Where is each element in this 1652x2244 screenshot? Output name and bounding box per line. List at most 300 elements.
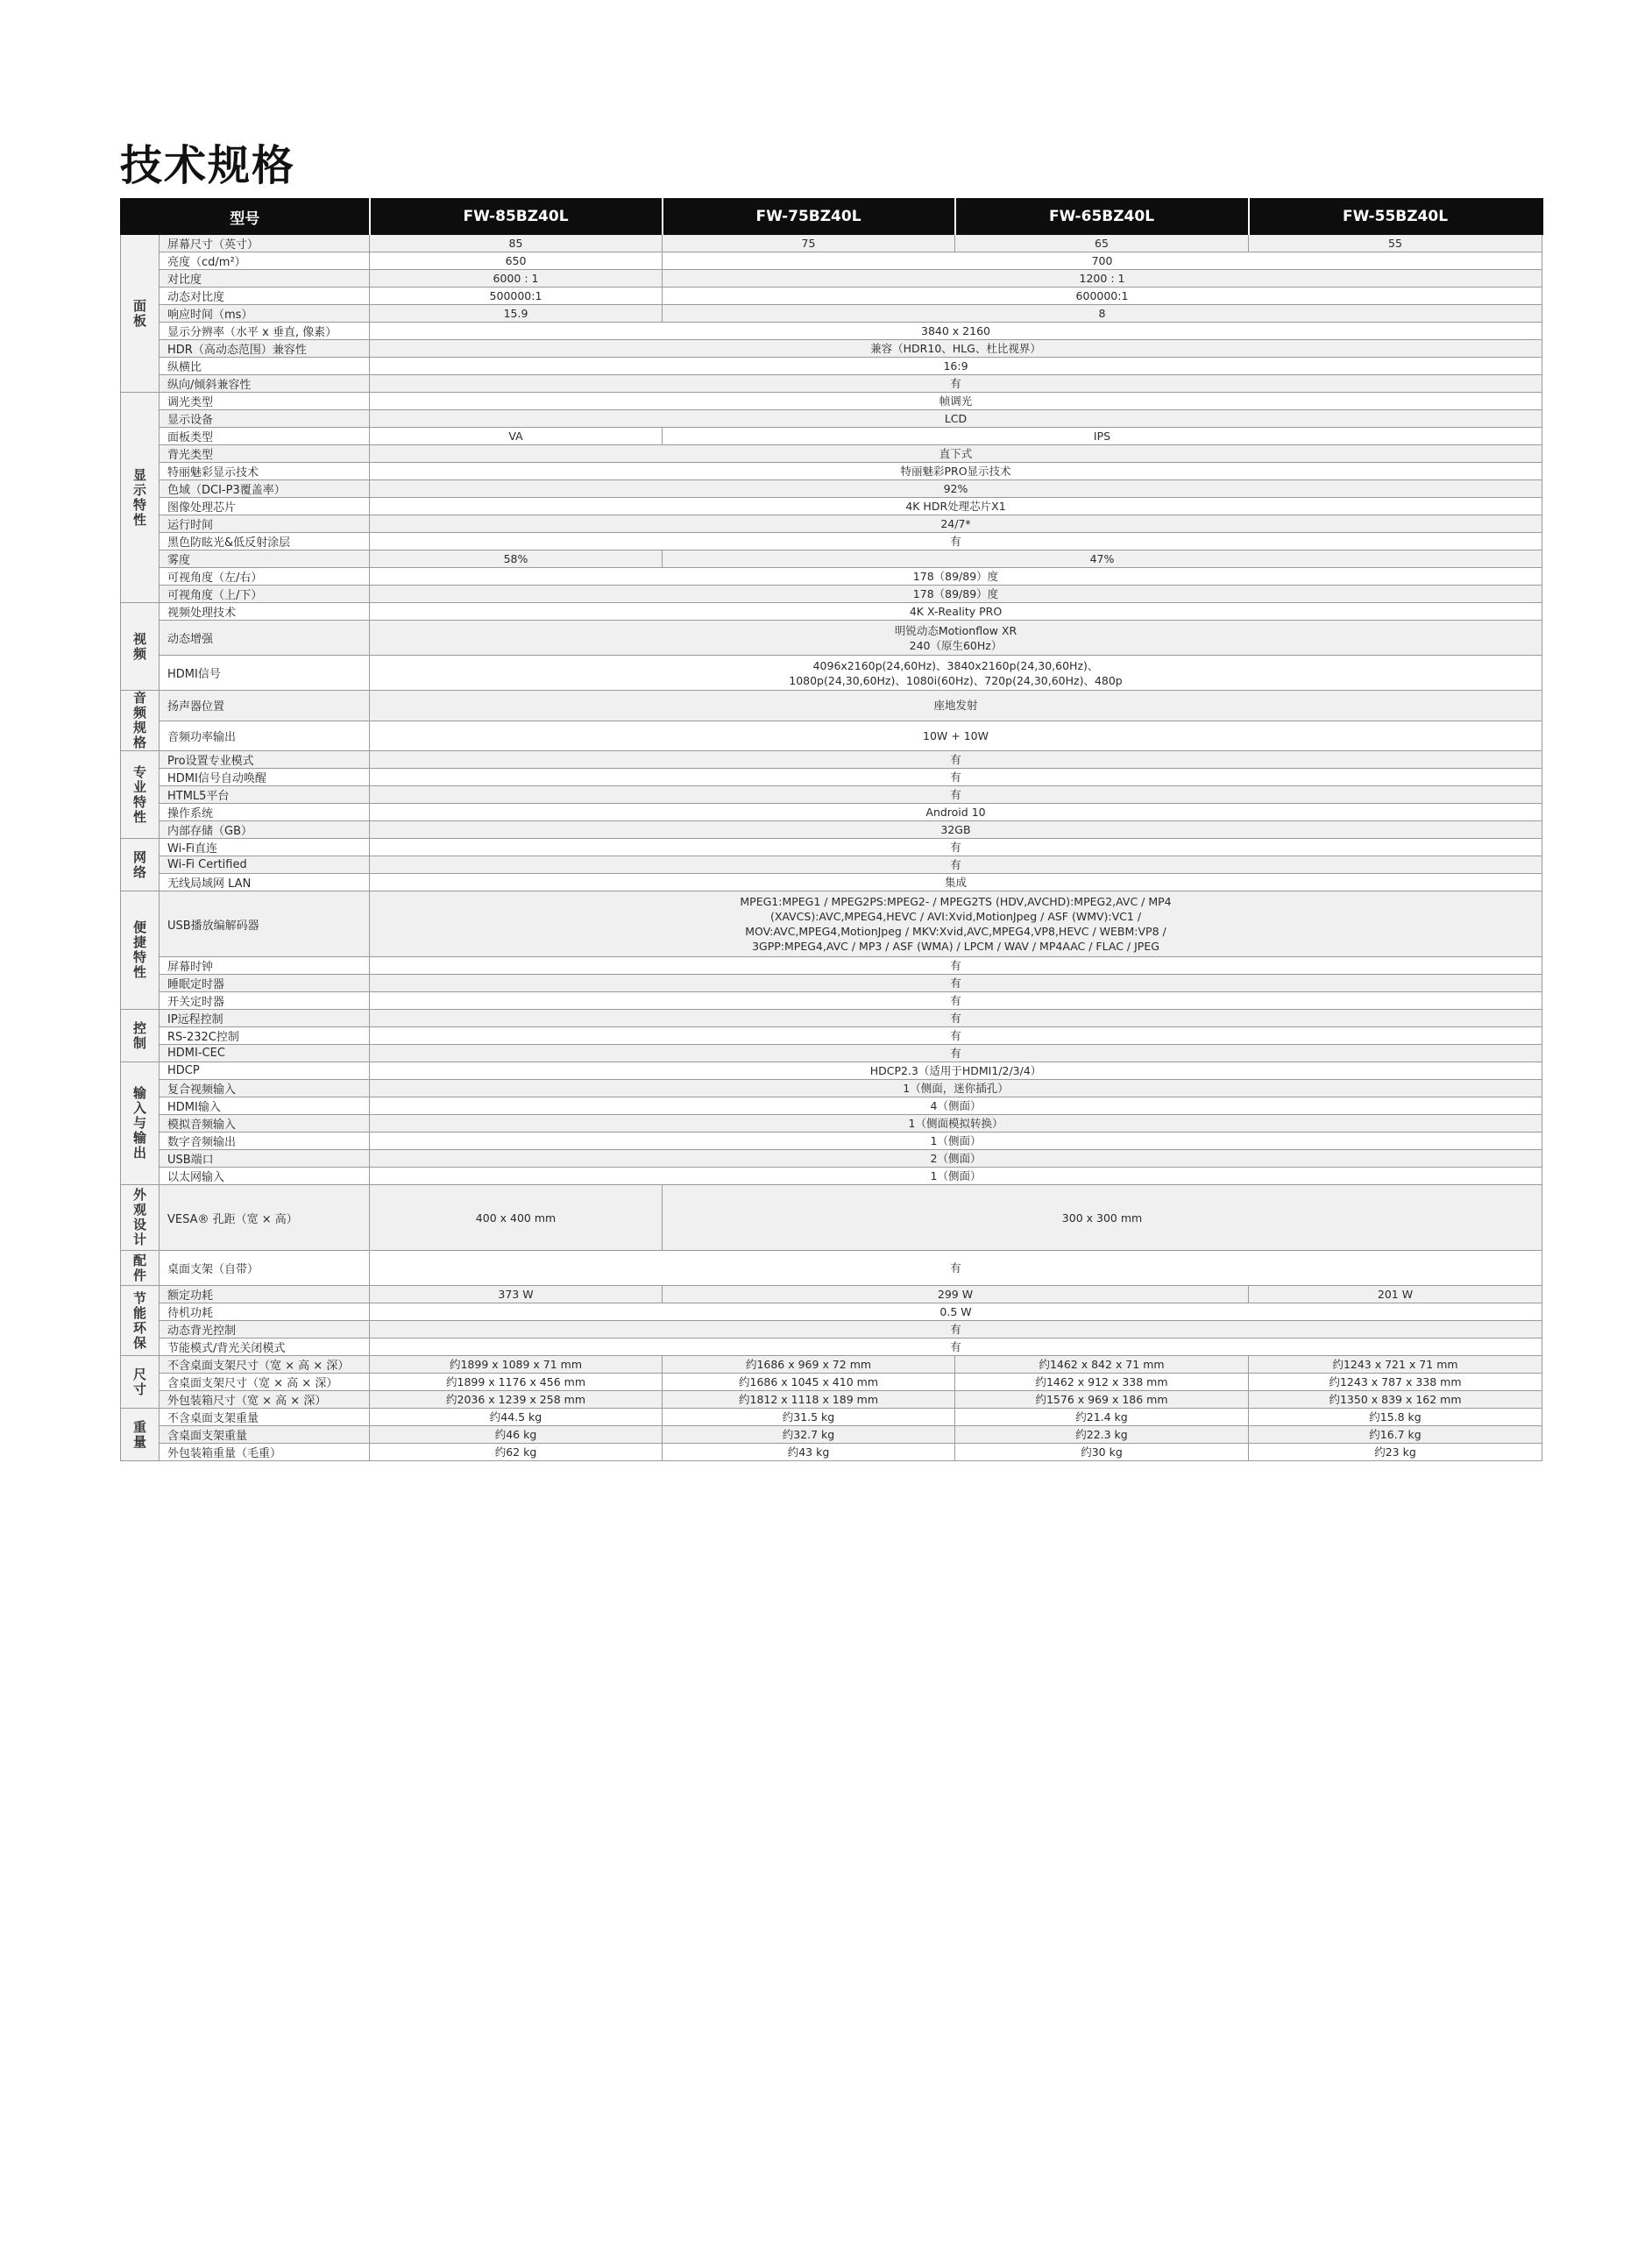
spec-label: 运行时间 (160, 515, 370, 533)
spec-value-text: 约1899 x 1176 x 456 mm (446, 1375, 585, 1388)
section-label-text: 输入与输出 (132, 1085, 146, 1161)
spec-value (370, 428, 663, 445)
section-label (121, 691, 160, 751)
spec-value (370, 375, 1542, 393)
spec-value-text: 3840 x 2160 (921, 324, 990, 337)
spec-value-text: 约62 kg (494, 1445, 537, 1459)
section-label-text: 音频规格 (132, 690, 146, 750)
spec-value-text: 58% (503, 552, 528, 565)
spec-value-text: 650 (505, 254, 527, 267)
spec-value (370, 1185, 663, 1251)
spec-value-text: 178（89/89）度 (912, 570, 999, 583)
spec-value (370, 1010, 1542, 1027)
spec-value (955, 1391, 1249, 1409)
spec-value-text: 特丽魅彩PRO显示技术 (900, 465, 1011, 478)
table-row (121, 1133, 1542, 1150)
spec-value (370, 1097, 1542, 1115)
spec-value-text: 92% (943, 482, 968, 495)
spec-label: Wi-Fi Certified (160, 856, 370, 874)
spec-label: 睡眠定时器 (160, 975, 370, 992)
spec-value (370, 288, 663, 305)
spec-value (1249, 1426, 1542, 1444)
table-row (121, 691, 1542, 721)
spec-value-text: 直下式 (939, 447, 973, 460)
spec-value-text: HDCP2.3（适用于HDMI1/2/3/4） (869, 1064, 1042, 1077)
spec-label: 屏幕时钟 (160, 957, 370, 975)
table-row (121, 375, 1542, 393)
spec-label: 内部存储（GB） (160, 821, 370, 839)
spec-value-text: 约1462 x 842 x 71 mm (1039, 1358, 1165, 1371)
table-row (121, 874, 1542, 891)
table-row (121, 586, 1542, 603)
table-row (121, 428, 1542, 445)
spec-value-text: 6000 : 1 (493, 272, 539, 285)
spec-label: HDMI-CEC (160, 1045, 370, 1062)
spec-value-text: 4（侧面） (930, 1099, 982, 1112)
spec-value (370, 393, 1542, 410)
section-label-text: 外观设计 (132, 1187, 146, 1247)
spec-value-text: 约15.8 kg (1369, 1410, 1422, 1424)
spec-value-text: 有 (950, 858, 961, 871)
spec-value (370, 1303, 1542, 1321)
spec-value-text: 约16.7 kg (1369, 1428, 1422, 1441)
spec-label: 不含桌面支架重量 (160, 1409, 370, 1426)
table-row (121, 1339, 1542, 1356)
spec-value-text: 有 (950, 770, 961, 784)
spec-value (663, 305, 1542, 323)
section-label-text: 专业特性 (132, 763, 146, 825)
spec-value (1249, 1286, 1542, 1303)
table-row (121, 721, 1542, 751)
section-label (121, 1185, 160, 1251)
table-row (121, 975, 1542, 992)
table-row (121, 568, 1542, 586)
spec-value-text: 1（侧面） (930, 1134, 982, 1147)
spec-value-text: 有 (950, 535, 961, 548)
table-row (121, 1303, 1542, 1321)
spec-value-text: 16:9 (943, 359, 968, 373)
spec-label: 不含桌面支架尺寸（宽 × 高 × 深） (160, 1356, 370, 1374)
table-row (121, 1150, 1542, 1168)
spec-value-text: 1（侧面模拟转换） (908, 1117, 1003, 1130)
spec-value-text: 15.9 (503, 307, 528, 320)
spec-value-text: 约44.5 kg (489, 1410, 542, 1424)
spec-value (370, 235, 663, 252)
spec-value (370, 1409, 663, 1426)
spec-value (1249, 1444, 1542, 1461)
spec-value (370, 891, 1542, 957)
spec-value (955, 1409, 1249, 1426)
spec-value (1249, 1391, 1542, 1409)
spec-value-text: 有 (950, 753, 961, 766)
spec-value (370, 252, 663, 270)
section-label-text: 便捷特性 (132, 920, 146, 980)
spec-label: 显示设备 (160, 410, 370, 428)
spec-value (370, 1150, 1542, 1168)
section-label-text: 控制 (132, 1019, 146, 1051)
spec-value (663, 1286, 1249, 1303)
table-row (121, 1185, 1542, 1251)
spec-label: 节能模式/背光关闭模式 (160, 1339, 370, 1356)
spec-value-text: 有 (950, 959, 961, 972)
spec-value-text: 约2036 x 1239 x 258 mm (446, 1393, 585, 1406)
spec-value (370, 533, 1542, 550)
spec-value (370, 515, 1542, 533)
spec-value-text: 有 (950, 1323, 961, 1336)
spec-label: HDMI信号 (160, 656, 370, 691)
spec-label: 开关定时器 (160, 992, 370, 1010)
spec-value-text: 明锐动态Motionflow XR 240（原生60Hz） (894, 623, 1017, 652)
section-label (121, 1251, 160, 1286)
table-row (121, 821, 1542, 839)
spec-value (370, 721, 1542, 751)
spec-value (663, 1374, 955, 1391)
table-row (121, 305, 1542, 323)
spec-value-text: 约1462 x 912 x 338 mm (1035, 1375, 1168, 1388)
spec-value (1249, 235, 1542, 252)
table-row (121, 786, 1542, 804)
spec-value (955, 1426, 1249, 1444)
spec-label: 可视角度（上/下） (160, 586, 370, 603)
model-name: FW-75BZ40L (663, 199, 955, 235)
spec-value (1249, 1374, 1542, 1391)
spec-value (370, 1356, 663, 1374)
spec-value-text: 约1686 x 1045 x 410 mm (739, 1375, 878, 1388)
spec-label: 无线局域网 LAN (160, 874, 370, 891)
spec-value (370, 1045, 1542, 1062)
table-row (121, 856, 1542, 874)
section-label-text: 面板 (132, 297, 146, 329)
spec-value (370, 621, 1542, 656)
spec-value-text: 约32.7 kg (782, 1428, 835, 1441)
spec-table (120, 198, 1543, 1461)
spec-value (370, 410, 1542, 428)
spec-value (663, 270, 1542, 288)
spec-label: 特丽魅彩显示技术 (160, 463, 370, 480)
header-row (121, 199, 1542, 235)
spec-label: 模拟音频输入 (160, 1115, 370, 1133)
section-label (121, 839, 160, 891)
spec-value (370, 1444, 663, 1461)
spec-value-text: 500000:1 (489, 289, 542, 302)
spec-value-text: 约1686 x 969 x 72 mm (745, 1358, 872, 1371)
spec-value-text: 有 (950, 1340, 961, 1353)
spec-value (370, 1374, 663, 1391)
spec-value (370, 691, 1542, 721)
table-row (121, 992, 1542, 1010)
spec-value-text: 8 (1098, 307, 1106, 320)
spec-value-text: 有 (950, 1029, 961, 1042)
section-label-text: 尺寸 (132, 1366, 146, 1397)
spec-value (370, 550, 663, 568)
spec-value (370, 305, 663, 323)
spec-value-text: Android 10 (925, 806, 986, 819)
table-row (121, 1444, 1542, 1461)
spec-label: 图像处理芯片 (160, 498, 370, 515)
spec-value (370, 1115, 1542, 1133)
model-name: FW-85BZ40L (370, 199, 663, 235)
spec-label: USB播放编解码器 (160, 891, 370, 957)
spec-value (370, 821, 1542, 839)
spec-value-text: VA (508, 430, 523, 443)
spec-value-text: LCD (944, 412, 968, 425)
spec-value-text: 约1812 x 1118 x 189 mm (739, 1393, 878, 1406)
spec-value-text: 约43 kg (787, 1445, 830, 1459)
spec-value-text: 约1899 x 1089 x 71 mm (449, 1358, 583, 1371)
spec-value (370, 1133, 1542, 1150)
spec-value-text: MPEG1:MPEG1 / MPEG2PS:MPEG2- / MPEG2TS (HDV,AVCHD):MPEG2,AVC / MP4 (XAVCS):AVC,MPEG4,HEVC / AVI:Xvid,MotionJpeg / ASF (WMV):VC1 / MOV:AVC,MPEG4,MotionJpeg / MKV:Xvid,AVC,MPEG4,VP8,HEVC / WEBM:VP8 / 3GPP:MPEG4,AVC / MP3 / ASF (WMA) / LPCM / WAV / MP4AAC / FLAC / JPEG (740, 895, 1172, 953)
spec-value (370, 769, 1542, 786)
section-label (121, 393, 160, 603)
spec-label: RS-232C控制 (160, 1027, 370, 1045)
spec-value (370, 975, 1542, 992)
table-row (121, 891, 1542, 957)
spec-label: 黑色防眩光&低反射涂层 (160, 533, 370, 550)
table-row (121, 769, 1542, 786)
table-row (121, 393, 1542, 410)
spec-value (955, 1374, 1249, 1391)
spec-value-text: 约31.5 kg (782, 1410, 835, 1424)
spec-label: 操作系统 (160, 804, 370, 821)
table-row (121, 656, 1542, 691)
section-label (121, 1356, 160, 1409)
section-label-text: 网络 (132, 849, 146, 880)
table-row (121, 603, 1542, 621)
spec-label: 桌面支架（自带） (160, 1251, 370, 1286)
spec-value (370, 1062, 1542, 1080)
table-row (121, 235, 1542, 252)
spec-label: Pro设置专业模式 (160, 751, 370, 769)
section-label (121, 1409, 160, 1461)
spec-label: 亮度（cd/m²） (160, 252, 370, 270)
spec-value-text: 178（89/89）度 (912, 587, 999, 600)
spec-label: 外包装箱重量（毛重） (160, 1444, 370, 1461)
table-row (121, 270, 1542, 288)
spec-value-text: 24/7* (940, 517, 971, 530)
spec-label: 待机功耗 (160, 1303, 370, 1321)
spec-label: 含桌面支架尺寸（宽 × 高 × 深） (160, 1374, 370, 1391)
spec-label: HTML5平台 (160, 786, 370, 804)
spec-value (370, 568, 1542, 586)
spec-value (370, 586, 1542, 603)
spec-label: Wi-Fi直连 (160, 839, 370, 856)
spec-value-text: 座地发射 (933, 699, 978, 713)
spec-value (370, 839, 1542, 856)
spec-value (663, 1391, 955, 1409)
spec-value (370, 1339, 1542, 1356)
spec-value-text: 约46 kg (494, 1428, 537, 1441)
table-row (121, 1080, 1542, 1097)
table-row (121, 1097, 1542, 1115)
table-row (121, 480, 1542, 498)
spec-value-text: 65 (1095, 237, 1109, 250)
spec-value-text: 1（侧面，迷你插孔） (903, 1082, 1009, 1095)
table-row (121, 323, 1542, 340)
table-row (121, 1027, 1542, 1045)
spec-value (370, 498, 1542, 515)
table-row (121, 358, 1542, 375)
spec-value (370, 1251, 1542, 1286)
spec-label: HDMI输入 (160, 1097, 370, 1115)
spec-value-text: 约1350 x 839 x 162 mm (1329, 1393, 1462, 1406)
section-label (121, 603, 160, 691)
spec-value-text: 有 (950, 788, 961, 801)
spec-value (663, 550, 1542, 568)
spec-value-text: 600000:1 (1075, 289, 1129, 302)
spec-label: HDR（高动态范围）兼容性 (160, 340, 370, 358)
spec-label: 视频处理技术 (160, 603, 370, 621)
spec-value (1249, 1409, 1542, 1426)
page-title: 技术规格 (120, 141, 296, 190)
spec-label: 复合视频输入 (160, 1080, 370, 1097)
spec-value (955, 1444, 1249, 1461)
spec-value (370, 1168, 1542, 1185)
spec-value (370, 1080, 1542, 1097)
model-name: FW-65BZ40L (955, 199, 1249, 235)
spec-value (370, 957, 1542, 975)
table-row (121, 1356, 1542, 1374)
table-row (121, 533, 1542, 550)
section-label (121, 1010, 160, 1062)
spec-value (1249, 1356, 1542, 1374)
spec-label: 显示分辨率（水平 x 垂直, 像素） (160, 323, 370, 340)
spec-value-text: 400 x 400 mm (475, 1211, 557, 1225)
table-row (121, 340, 1542, 358)
spec-value-text: 约1243 x 721 x 71 mm (1332, 1358, 1458, 1371)
spec-label: 数字音频输出 (160, 1133, 370, 1150)
spec-label: 对比度 (160, 270, 370, 288)
spec-value (370, 603, 1542, 621)
spec-value (370, 1286, 663, 1303)
spec-value (370, 480, 1542, 498)
spec-value (663, 235, 955, 252)
spec-value-text: 4K HDR处理芯片X1 (905, 500, 1006, 513)
spec-value-text: 4096x2160p(24,60Hz)、3840x2160p(24,30,60Hz)、 1080p(24,30,60Hz)、1080i(60Hz)、720p(24,30,60Hz)、480p (789, 658, 1123, 687)
spec-value-text: 1（侧面） (930, 1169, 982, 1182)
spec-value (370, 786, 1542, 804)
spec-label: 额定功耗 (160, 1286, 370, 1303)
spec-value-text: 2（侧面） (930, 1152, 982, 1165)
spec-value-text: 约23 kg (1374, 1445, 1416, 1459)
table-row (121, 751, 1542, 769)
spec-value (955, 1356, 1249, 1374)
spec-label: 扬声器位置 (160, 691, 370, 721)
spec-value (370, 874, 1542, 891)
table-row (121, 1391, 1542, 1409)
spec-value-text: 700 (1091, 254, 1113, 267)
spec-label: 纵横比 (160, 358, 370, 375)
table-row (121, 550, 1542, 568)
table-row (121, 1062, 1542, 1080)
spec-value-text: 4K X-Reality PRO (909, 605, 1003, 618)
table-row (121, 1010, 1542, 1027)
spec-label: 响应时间（ms） (160, 305, 370, 323)
spec-value (663, 428, 1542, 445)
spec-value (370, 992, 1542, 1010)
spec-value-text: 有 (950, 1012, 961, 1025)
table-row (121, 1426, 1542, 1444)
spec-label: 屏幕尺寸（英寸） (160, 235, 370, 252)
table-row (121, 839, 1542, 856)
spec-value-text: 10W + 10W (923, 728, 989, 742)
spec-value-text: 有 (950, 976, 961, 990)
spec-value-text: 32GB (940, 823, 971, 836)
section-label-text: 显示特性 (132, 466, 146, 528)
spec-value (370, 804, 1542, 821)
spec-value (370, 463, 1542, 480)
spec-label: 可视角度（左/右） (160, 568, 370, 586)
spec-label: 色域（DCI-P3覆盖率） (160, 480, 370, 498)
spec-label: 调光类型 (160, 393, 370, 410)
table-row (121, 1045, 1542, 1062)
table-row (121, 515, 1542, 533)
table-row (121, 1374, 1542, 1391)
spec-value (370, 1426, 663, 1444)
table-row (121, 621, 1542, 656)
spec-value-text: 0.5 W (939, 1305, 972, 1318)
spec-value (370, 340, 1542, 358)
table-row (121, 1409, 1542, 1426)
table-row (121, 463, 1542, 480)
spec-value-text: 有 (950, 1047, 961, 1060)
spec-value (370, 856, 1542, 874)
table-row (121, 1251, 1542, 1286)
spec-value-text: 373 W (498, 1288, 534, 1301)
spec-label: 动态背光控制 (160, 1321, 370, 1339)
model-name: FW-55BZ40L (1249, 199, 1542, 235)
spec-value (663, 1185, 1542, 1251)
spec-label: 以太网输入 (160, 1168, 370, 1185)
spec-value-text: 约22.3 kg (1075, 1428, 1128, 1441)
spec-value (663, 252, 1542, 270)
section-label (121, 1286, 160, 1356)
spec-label: VESA® 孔距（宽 × 高） (160, 1185, 370, 1251)
spec-value (370, 1321, 1542, 1339)
spec-value-text: 299 W (937, 1288, 974, 1301)
table-row (121, 1286, 1542, 1303)
spec-value-text: IPS (1093, 430, 1111, 443)
section-label (121, 235, 160, 393)
spec-label: USB端口 (160, 1150, 370, 1168)
spec-value-text: 201 W (1377, 1288, 1414, 1301)
spec-body (121, 235, 1542, 1461)
spec-value (370, 751, 1542, 769)
spec-value-text: 有 (950, 1261, 961, 1275)
spec-label: 背光类型 (160, 445, 370, 463)
spec-value-text: 有 (950, 841, 961, 854)
table-row (121, 252, 1542, 270)
section-label-text: 配件 (132, 1252, 146, 1283)
spec-label: 动态增强 (160, 621, 370, 656)
table-row (121, 1321, 1542, 1339)
section-label-text: 节能环保 (132, 1289, 146, 1351)
spec-value (370, 445, 1542, 463)
spec-value-text: 集成 (944, 876, 967, 889)
table-row (121, 804, 1542, 821)
spec-label: 雾度 (160, 550, 370, 568)
table-row (121, 288, 1542, 305)
spec-value-text: 1200 : 1 (1079, 272, 1125, 285)
spec-value (663, 1356, 955, 1374)
spec-value-text: 85 (508, 237, 523, 250)
spec-label: 音频功率输出 (160, 721, 370, 751)
spec-value-text: 55 (1388, 237, 1402, 250)
spec-value (370, 358, 1542, 375)
spec-value-text: 300 x 300 mm (1061, 1211, 1143, 1225)
spec-value-text: 约30 kg (1081, 1445, 1123, 1459)
spec-label: HDCP (160, 1062, 370, 1080)
spec-label: 外包装箱尺寸（宽 × 高 × 深） (160, 1391, 370, 1409)
